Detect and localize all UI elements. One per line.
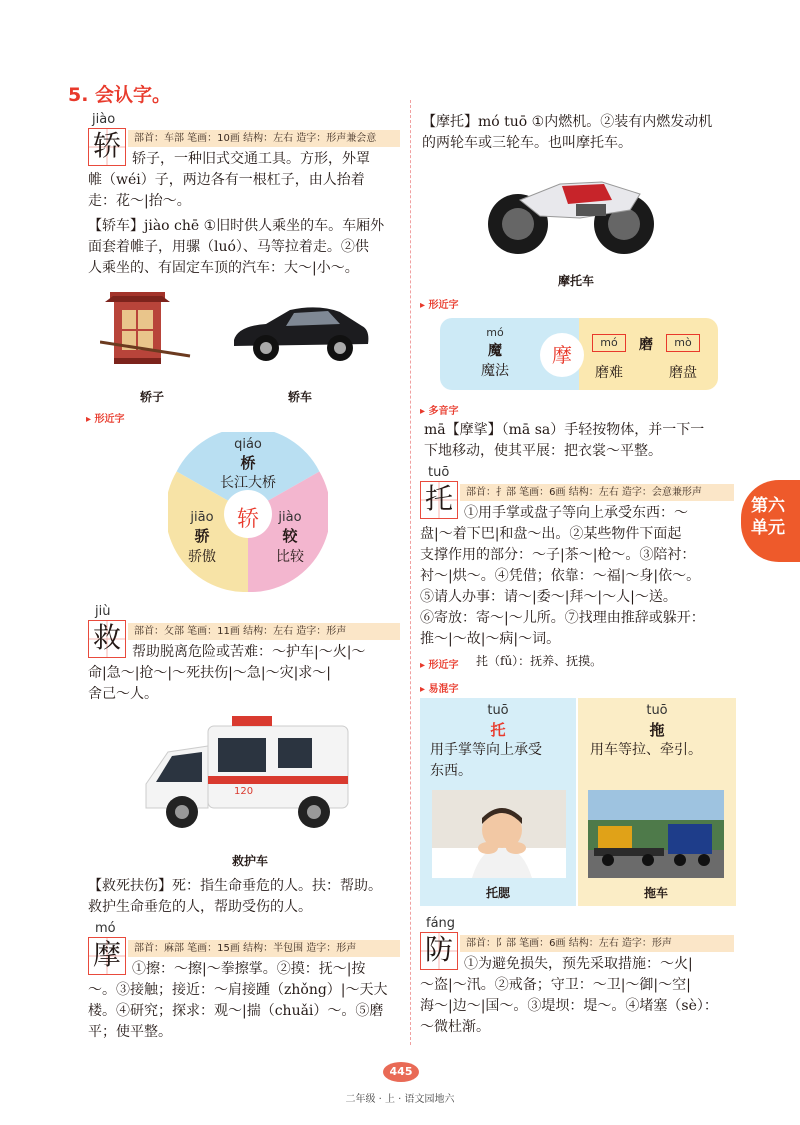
jiu-def-1: 帮助脱离危险或苦难：～护车|～火|～	[132, 644, 366, 660]
mo-sim-right-word-b: 磨盘	[669, 365, 697, 381]
mo-poly-tag: ▸ 多音字	[420, 406, 459, 417]
fang-def-3: 海～|边～|国～。③堤坝：堤～。④堵塞（sè）：	[420, 998, 718, 1014]
jiu-word-2: 救护生命垂危的人，帮助受伤的人。	[88, 899, 312, 915]
fang-info-bar: 部首：阝部 笔画：6画 结构：左右 造字：形声	[460, 935, 734, 952]
tuo-def-7: 推～|～故|～病|～词。	[420, 631, 561, 647]
tuo-def-6: ⑥寄放：寄～|～儿所。⑦找理由推辞或躲开：	[420, 610, 705, 626]
jiao-char-box: 轿	[88, 128, 126, 166]
jiao-pinyin: jiào	[92, 112, 116, 127]
jiao-info-bar: 部首：车部 笔画：10画 结构：左右 造字：形声兼会意	[128, 130, 400, 147]
tuo-left-text-1: 用手掌等向上承受	[430, 742, 542, 758]
car-image	[228, 300, 373, 365]
tuo-right-pinyin: tuō	[646, 703, 668, 718]
mo-info-bar: 部首：麻部 笔画：15画 结构：半包围 造字：形声	[128, 940, 400, 957]
fang-char-box: 防	[420, 932, 458, 970]
wheel-right-pinyin: jiào	[278, 510, 302, 525]
tow-truck-caption: 拖车	[643, 886, 668, 900]
wheel-left-word: 骄傲	[188, 549, 216, 565]
mo-sim-left-word: 魔法	[481, 363, 509, 379]
mo-pinyin: mó	[95, 921, 116, 936]
page-number: 445	[383, 1062, 419, 1082]
jiao-word-1: 【轿车】jiào chē ①旧时供人乘坐的车。车厢外	[88, 218, 385, 234]
mo-similar-center: 摩	[540, 333, 584, 377]
tuo-similar-text: 扥（fǔ）：抚养、抚摸。	[476, 654, 603, 668]
tuo-def-3: 支撑作用的部分：～子|茶～|枪～。③陪衬：	[420, 547, 696, 563]
motorcycle-image	[480, 160, 660, 260]
mo-sim-left-char: 魔	[488, 343, 502, 359]
tuo-def-2: 盘|～着下巴|和盘～出。②某些物件下面起	[420, 526, 682, 542]
fang-pinyin: fáng	[426, 916, 456, 931]
tuo-right-text-1: 用车等拉、牵引。	[590, 742, 702, 758]
mo-def-3: 楼。④研究；探求：观～|揣（chuǎi）～。⑤磨	[88, 1003, 384, 1019]
section-title: 5. 会认字。	[68, 84, 172, 106]
child-caption: 托腮	[485, 886, 510, 900]
column-divider	[410, 100, 411, 1045]
car-caption: 轿车	[287, 390, 312, 404]
jiao-word-3: 人乘坐的、有固定车顶的汽车：大～|小～。	[88, 260, 359, 276]
moto-def-1: 【摩托】mó tuō ①内燃机。②装有内燃发动机	[422, 114, 713, 130]
mo-char-box: 摩	[88, 937, 126, 975]
jiao-def-2: 帷（wéi）子，两边各有一根杠子，由人抬着	[88, 172, 365, 188]
mo-poly-1: mā【摩挲】（mā sa）手轻按物体，并一下一	[424, 422, 705, 438]
fang-def-2: ～盗|～汛。②戒备；守卫：～卫|～御|～空|	[420, 977, 691, 993]
ambulance-image	[138, 712, 360, 842]
mo-similar-tag: ▸ 形近字	[420, 300, 459, 311]
wheel-left-pinyin: jiāo	[190, 510, 214, 525]
tuo-similar-tag: ▸ 形近字	[420, 660, 459, 671]
wheel-left-char: 骄	[194, 527, 210, 545]
tuo-info-bar: 部首：扌部 笔画：6画 结构：左右 造字：会意兼形声	[460, 484, 734, 501]
jiu-word-1: 【救死扶伤】死：指生命垂危的人。扶：帮助。	[88, 878, 382, 894]
jiao-def-1: 轿子，一种旧式交通工具。方形，外罩	[132, 151, 370, 167]
wheel-top-word: 长江大桥	[220, 475, 276, 491]
unit-tab[interactable]	[741, 480, 800, 562]
jiu-def-3: 舍己～人。	[88, 686, 158, 702]
mo-sim-right-char: 磨	[639, 337, 653, 353]
svg-text:120: 120	[234, 786, 254, 797]
tow-truck-photo	[588, 790, 724, 878]
child-photo	[432, 790, 566, 878]
ambulance-caption: 救护车	[231, 854, 268, 868]
jiao-similar-tag: ▸ 形近字	[86, 414, 125, 425]
mo-poly-2: 下地移动，使其平展：把衣裳～平整。	[424, 443, 662, 459]
tuo-left-text-2: 东西。	[430, 763, 472, 779]
mo-def-4: 平；使平整。	[88, 1024, 172, 1040]
motorcycle-caption: 摩托车	[557, 274, 594, 288]
tuo-pinyin: tuō	[428, 465, 450, 480]
wheel-top-pinyin: qiáo	[234, 437, 262, 452]
tuo-def-4: 衬～|烘～。④凭借；依靠：～福|～身|依～。	[420, 568, 701, 584]
footer-text: 二年级 · 上 · 语文园地六	[345, 1094, 455, 1105]
wheel-top-char: 桥	[240, 454, 256, 472]
wheel-center-char: 轿	[236, 507, 259, 532]
jiao-def-3: 走：花～|抬～。	[88, 193, 191, 209]
fang-def-1: ①为避免损失，预先采取措施：～火|	[464, 956, 693, 972]
sedan-caption: 轿子	[139, 390, 164, 404]
moto-def-2: 的两轮车或三轮车。也叫摩托车。	[422, 135, 632, 151]
mo-sim-right-pinyin-a: mó	[592, 334, 626, 352]
mo-sim-left-pinyin: mó	[486, 326, 504, 339]
mo-def-1: ①擦：～擦|～拳擦掌。②摸：抚～|按	[132, 961, 366, 977]
jiu-info-bar: 部首：攵部 笔画：11画 结构：左右 造字：形声	[128, 623, 400, 640]
tuo-def-5: ⑤请人办事：请～|委～|拜～|～人|～送。	[420, 589, 677, 605]
unit-tab-line-1: 第六	[751, 496, 785, 516]
tuo-def-1: ①用手掌或盘子等向上承受东西：～	[464, 505, 688, 521]
mo-def-2: ～。③接触；接近：～肩接踵（zhǒng）|～天大	[88, 982, 388, 998]
unit-tab-line-2: 单元	[751, 518, 785, 538]
fang-def-4: ～微杜渐。	[420, 1019, 490, 1035]
tuo-confuse-tag: ▸ 易混字	[420, 684, 459, 695]
tuo-char-box: 托	[420, 481, 458, 519]
sedan-chair-image	[100, 284, 195, 379]
tuo-right-char: 拖	[649, 721, 665, 739]
wheel-right-word: 比较	[276, 549, 304, 565]
mo-sim-right-word-a: 磨难	[595, 365, 623, 381]
jiao-word-2: 面套着帷子，用骡（luó）、马等拉着走。②供	[88, 239, 369, 255]
jiu-def-2: 命|急～|抢～|～死扶伤|～急|～灾|求～|	[88, 665, 332, 681]
jiu-pinyin: jiù	[95, 604, 111, 619]
wheel-right-char: 较	[282, 527, 298, 545]
jiu-char-box: 救	[88, 620, 126, 658]
tuo-left-pinyin: tuō	[487, 703, 509, 718]
mo-sim-right-pinyin-b: mò	[666, 334, 700, 352]
tuo-left-char: 托	[490, 721, 506, 739]
